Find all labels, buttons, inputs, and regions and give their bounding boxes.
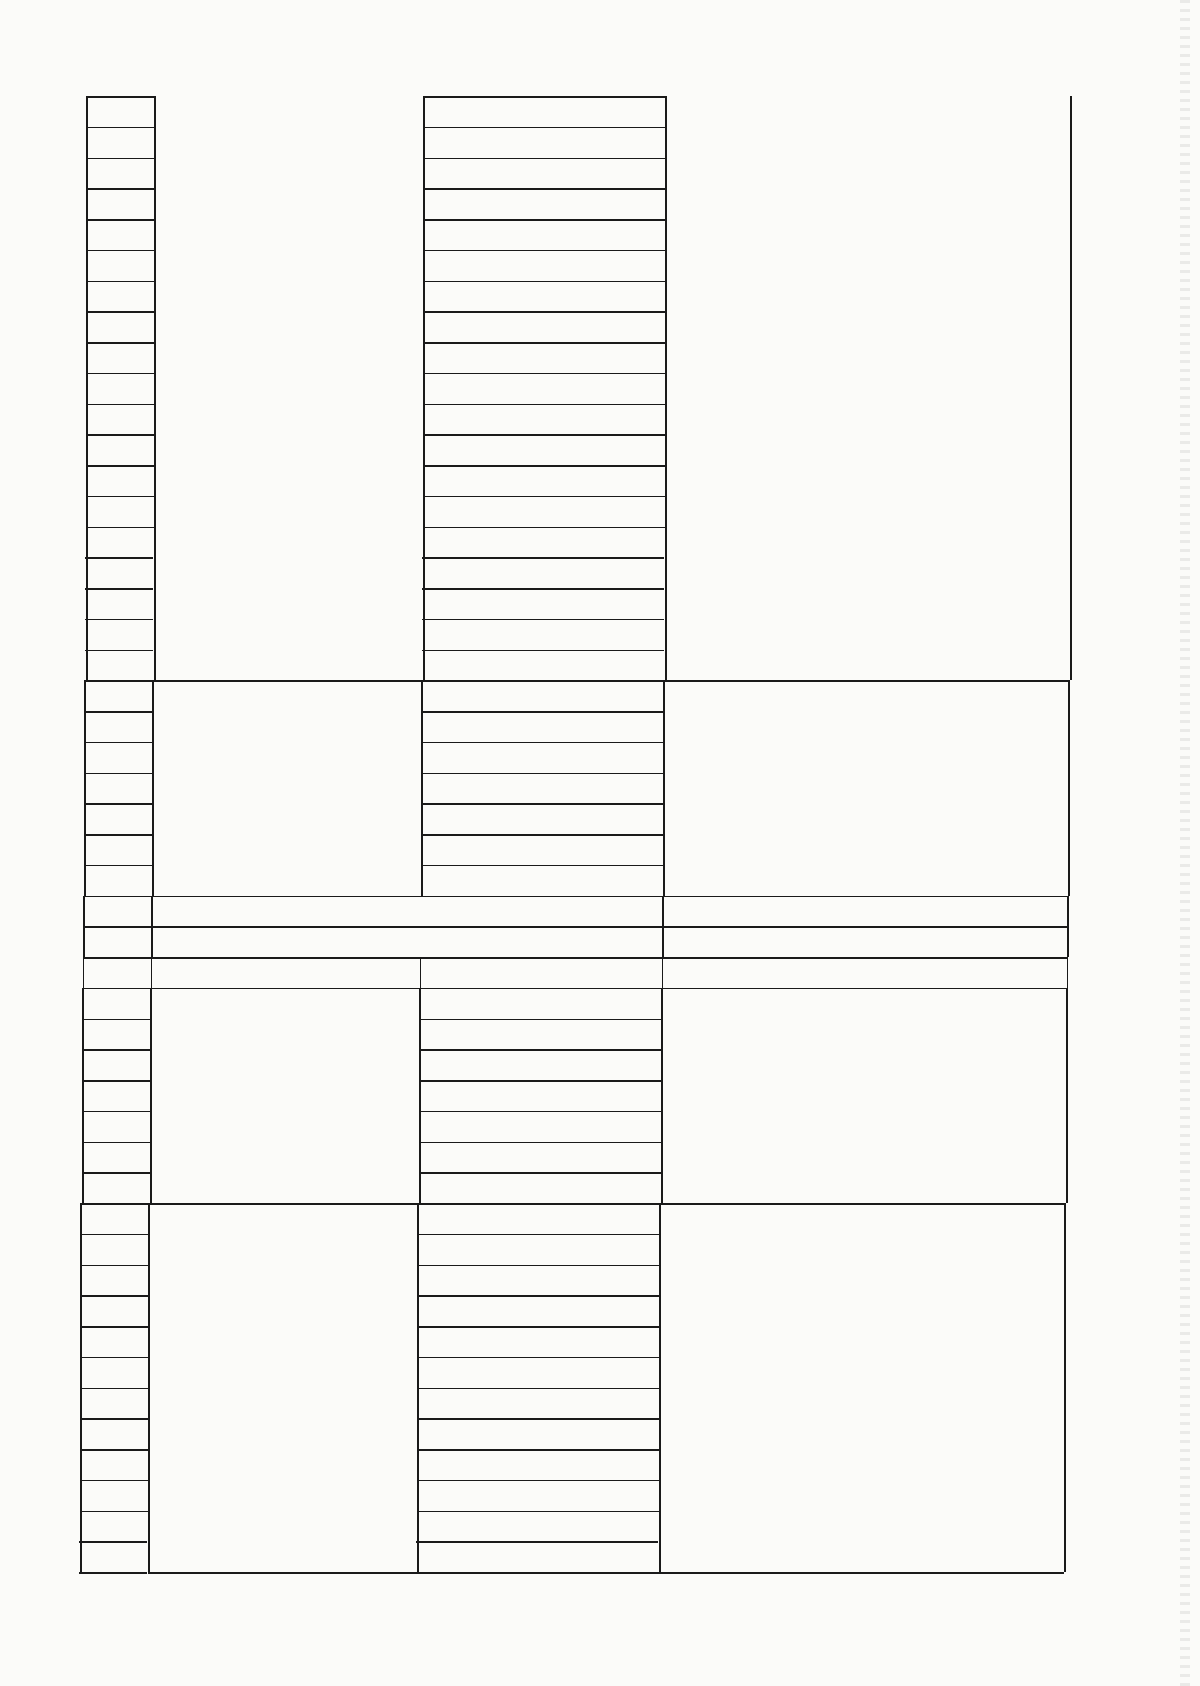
table-left-border [80,1203,82,1572]
object-cadastral-number [425,803,667,834]
row-number [80,1357,148,1388]
object-cadastral-number [426,650,668,681]
row-number [84,803,152,834]
row-number [83,988,151,1019]
row-number [84,834,152,865]
object-column-left-border [419,988,421,1203]
object-cadastral-number [426,619,668,650]
row-number [81,1234,149,1265]
row-number [87,342,155,373]
parcel-cadastral-number [155,896,424,927]
object-cadastral-number [424,988,666,1019]
row-number [83,896,151,927]
row-number [81,1265,149,1296]
row-number [79,1541,147,1572]
object-cadastral-number [426,588,668,619]
row-number-column-border [151,896,153,927]
table-left-border [82,988,84,1203]
row-number-column-border [151,957,153,988]
row-number [82,1049,150,1080]
row-number [88,96,156,127]
table-left-border [83,957,85,988]
object-cadastral-number [421,1449,663,1480]
object-cadastral-number [428,250,670,281]
object-cadastral-number [427,434,669,465]
table-right-border [1068,680,1070,895]
object-cadastral-number [427,465,669,496]
parcel-cadastral-number [154,988,423,1203]
row-number-column-border [148,1203,150,1572]
object-address [667,928,1062,954]
table-right-border [1064,1203,1066,1572]
row-number-column-border [152,680,154,895]
object-cadastral-number [429,96,671,127]
object-cadastral-number [428,281,670,312]
object-cadastral-number [427,373,669,404]
row-number [83,926,151,957]
row-number [86,434,154,465]
table-left-border [83,896,85,927]
object-cadastral-number [420,1541,662,1572]
object-cadastral-number [422,1265,664,1296]
object-column-right-border [662,896,664,927]
object-cadastral-number [423,1049,665,1080]
object-cadastral-number [428,219,670,250]
object-cadastral-number [422,1326,664,1357]
object-address [666,1095,1061,1121]
row-number [85,557,153,588]
object-cadastral-number [426,557,668,588]
row-number [80,1418,148,1449]
row-number [87,311,155,342]
parcel-cadastral-number [152,1203,421,1572]
row-number [87,188,155,219]
object-cadastral-number [422,1295,664,1326]
object-cadastral-number [426,527,668,558]
table-right-border [1067,926,1069,957]
object-cadastral-number [421,1388,663,1419]
parcel-cadastral-number [155,926,424,957]
row-number [79,1511,147,1542]
object-column-right-border [659,1203,661,1572]
group-separator [148,1572,1064,1574]
row-number [82,1080,150,1111]
object-cadastral-number [423,1080,665,1111]
row-number-column-border [154,96,156,680]
object-column-right-border [663,680,665,895]
object-cadastral-number [428,188,670,219]
object-cadastral-number [427,496,669,527]
object-address [670,374,1065,400]
object-column-left-border [421,680,423,895]
row-number [86,496,154,527]
object-column-top-border [425,96,667,98]
row-number [81,1172,149,1203]
row-number [81,1295,149,1326]
object-cadastral-number [425,711,667,742]
object-cadastral-number [420,1511,662,1542]
object-cadastral-number [422,1203,664,1234]
row-number-column-border [151,926,153,957]
row-number [82,1111,150,1142]
object-column-right-border [662,926,664,957]
table-right-border [1070,96,1072,680]
object-address [667,958,1062,984]
row-number [84,773,152,804]
object-column-right-border [662,957,664,988]
object-cadastral-number [425,773,667,804]
object-cadastral-number [422,1234,664,1265]
object-column-left-border [420,957,422,988]
object-column-left-border [417,1203,419,1572]
object-column-left-border [423,96,425,680]
object-cadastral-number [425,742,667,773]
row-number [84,680,152,711]
object-cadastral-number [421,1480,663,1511]
object-cadastral-number [422,1172,664,1203]
object-cadastral-number [423,1019,665,1050]
parcel-cadastral-number [155,957,424,988]
row-number [88,158,156,189]
row-number [87,219,155,250]
object-column-right-border [665,96,667,680]
scan-edge-artifact [1180,0,1190,1686]
row-number [84,742,152,773]
row-number [82,1142,150,1173]
row-number [85,619,153,650]
object-cadastral-number [423,1142,665,1173]
object-cadastral-number [421,1418,663,1449]
object-column-right-border [661,988,663,1203]
object-cadastral-number [425,834,667,865]
object-cadastral-number [424,865,666,896]
row-number [80,1449,148,1480]
object-address [666,1067,1061,1093]
row-number [80,1388,148,1419]
row-number [87,281,155,312]
table-left-border [86,96,88,680]
row-number [83,865,151,896]
row-number [88,127,156,158]
parcel-cadastral-number [156,680,425,895]
object-cadastral-number [429,158,671,189]
object-address [664,1374,1059,1400]
table-right-border [1067,896,1069,927]
object-address [668,774,1063,800]
table-left-border [83,926,85,957]
row-number [87,250,155,281]
object-cadastral-number [421,1357,663,1388]
object-cadastral-number [428,311,670,342]
table-top-border [88,96,156,98]
row-number-column-border [150,988,152,1203]
object-cadastral-number [427,404,669,435]
table-right-border [1067,957,1069,988]
object-cadastral-number [423,1111,665,1142]
object-cadastral-number [424,957,666,988]
row-number [83,957,151,988]
row-number [84,711,152,742]
row-number [81,1203,149,1234]
object-cadastral-number [425,680,667,711]
row-number [86,404,154,435]
row-number [86,373,154,404]
object-cadastral-number [429,127,671,158]
row-number [81,1326,149,1357]
row-number [85,650,153,681]
row-number [86,465,154,496]
row-number [80,1480,148,1511]
parcel-cadastral-number [158,96,427,680]
row-number [82,1019,150,1050]
row-number [85,527,153,558]
object-address [667,897,1062,923]
row-number-border [79,1572,147,1574]
table-right-border [1066,988,1068,1203]
object-cadastral-number [428,342,670,373]
row-number [85,588,153,619]
table-left-border [84,680,86,895]
